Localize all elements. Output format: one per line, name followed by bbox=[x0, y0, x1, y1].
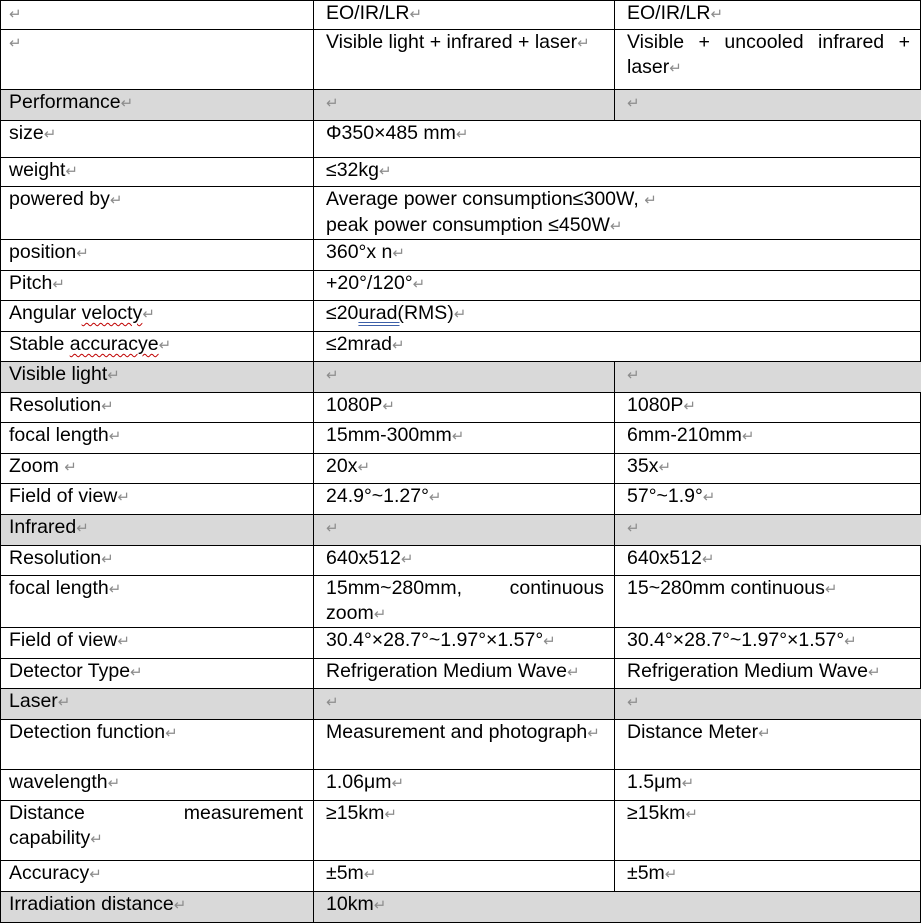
cell-text: 30.4°×28.7°~1.97°×1.57° bbox=[326, 629, 544, 651]
cell-text: Distance measurement capability bbox=[9, 802, 303, 849]
paragraph-mark-icon: ↵ bbox=[107, 775, 121, 792]
cell-text: Stable bbox=[9, 333, 70, 355]
paragraph-mark-icon: ↵ bbox=[701, 551, 715, 568]
section-header-row bbox=[1, 362, 921, 393]
paragraph-mark-icon: ↵ bbox=[76, 520, 89, 537]
value-cell bbox=[314, 1, 615, 30]
cell-text: 6mm-210mm bbox=[627, 424, 742, 446]
cell-text: Laser bbox=[9, 690, 58, 712]
paragraph-mark-icon: ↵ bbox=[101, 551, 114, 568]
value-cell bbox=[314, 892, 921, 923]
paragraph-mark-icon: ↵ bbox=[117, 489, 130, 506]
value-cell bbox=[615, 90, 921, 121]
value-cell bbox=[314, 30, 615, 90]
paragraph-mark-icon: ↵ bbox=[627, 367, 640, 384]
value-cell bbox=[615, 628, 921, 659]
cell-text: powered by bbox=[9, 188, 110, 210]
row-label-cell bbox=[1, 720, 314, 770]
value-cell bbox=[314, 484, 615, 515]
paragraph-mark-icon: ↵ bbox=[455, 126, 469, 143]
value-cell bbox=[314, 423, 615, 454]
row-label-cell bbox=[1, 271, 314, 301]
paragraph-mark-icon: ↵ bbox=[824, 581, 838, 598]
cell-text: Angular bbox=[9, 302, 82, 324]
paragraph-mark-icon: ↵ bbox=[158, 337, 172, 354]
paragraph-mark-icon: ↵ bbox=[741, 428, 755, 445]
section-header-row bbox=[1, 515, 921, 546]
paragraph-mark-icon: ↵ bbox=[844, 633, 857, 650]
value-cell bbox=[615, 362, 921, 393]
paragraph-mark-icon: ↵ bbox=[64, 459, 77, 476]
cell-text: 57°~1.9° bbox=[627, 485, 703, 507]
paragraph-mark-icon: ↵ bbox=[9, 6, 22, 23]
paragraph-mark-icon: ↵ bbox=[758, 725, 771, 742]
table-row bbox=[1, 720, 921, 770]
cell-text: RMS) bbox=[403, 302, 454, 324]
row-label-cell bbox=[1, 158, 314, 187]
paragraph-mark-icon: ↵ bbox=[89, 866, 102, 883]
cell-text: Field of view bbox=[9, 629, 118, 651]
paragraph-mark-icon: ↵ bbox=[685, 806, 698, 823]
paragraph-mark-icon: ↵ bbox=[173, 897, 187, 914]
value-cell bbox=[615, 770, 921, 801]
row-label-cell bbox=[1, 240, 314, 271]
table-row bbox=[1, 861, 921, 892]
cell-text: ≤20 bbox=[326, 302, 359, 324]
cell-text: position bbox=[9, 241, 77, 263]
cell-text: 15mm-300mm bbox=[326, 424, 452, 446]
cell-text: Pitch bbox=[9, 272, 53, 294]
row-label-cell bbox=[1, 576, 314, 628]
paragraph-mark-icon: ↵ bbox=[627, 520, 640, 537]
table-row bbox=[1, 301, 921, 332]
value-cell bbox=[615, 515, 921, 546]
value-cell bbox=[314, 271, 921, 301]
value-cell bbox=[314, 770, 615, 801]
row-label-cell bbox=[1, 454, 314, 484]
paragraph-mark-icon: ↵ bbox=[373, 606, 387, 623]
section-header-row bbox=[1, 90, 921, 121]
paragraph-mark-icon: ↵ bbox=[391, 337, 405, 354]
value-cell bbox=[314, 861, 615, 892]
cell-text: 35x bbox=[627, 455, 659, 477]
cell-text: Average power consumption≤300W, bbox=[326, 188, 645, 210]
row-label-cell bbox=[1, 187, 314, 240]
value-cell bbox=[615, 423, 921, 454]
paragraph-mark-icon: ↵ bbox=[326, 95, 339, 112]
table-row bbox=[1, 576, 921, 628]
paragraph-mark-icon: ↵ bbox=[43, 126, 57, 143]
table-row bbox=[1, 659, 921, 689]
paragraph-mark-icon: ↵ bbox=[543, 633, 556, 650]
spelling-error-mark: velocty bbox=[81, 302, 143, 324]
cell-text: ≥15km bbox=[627, 802, 686, 824]
cell-text: 640x512 bbox=[326, 547, 401, 569]
row-label-cell bbox=[1, 628, 314, 659]
cell-text: ≥15km bbox=[326, 802, 385, 824]
paragraph-mark-icon: ↵ bbox=[453, 306, 467, 323]
value-cell bbox=[314, 240, 921, 271]
row-label-cell bbox=[1, 892, 314, 923]
paragraph-mark-icon: ↵ bbox=[627, 694, 640, 711]
cell-text: Measurement and photograph bbox=[326, 721, 588, 743]
cell-text: Zoom bbox=[9, 455, 65, 477]
value-cell bbox=[615, 30, 921, 90]
paragraph-mark-icon: ↵ bbox=[587, 725, 600, 742]
value-cell bbox=[314, 90, 615, 121]
row-label-cell bbox=[1, 30, 314, 90]
cell-text: +20°/120° bbox=[326, 272, 413, 294]
table-row bbox=[1, 423, 921, 454]
cell-text: 24.9°~1.27° bbox=[326, 485, 429, 507]
paragraph-mark-icon: ↵ bbox=[142, 306, 155, 323]
cell-text: 360°x n bbox=[326, 241, 393, 263]
value-cell bbox=[314, 393, 615, 423]
value-cell bbox=[314, 301, 921, 332]
cell-text: Visible + uncooled infrared + laser bbox=[627, 31, 910, 78]
paragraph-mark-icon: ↵ bbox=[391, 775, 405, 792]
paragraph-mark-icon: ↵ bbox=[120, 95, 134, 112]
table-row bbox=[1, 187, 921, 240]
cell-text: 20x bbox=[326, 455, 358, 477]
value-cell bbox=[314, 576, 615, 628]
cell-text: EO/IR/LR bbox=[326, 2, 410, 24]
cell-text: Visible light bbox=[9, 363, 108, 385]
cell-text: 1.5μm bbox=[627, 771, 682, 793]
row-label-cell bbox=[1, 484, 314, 515]
paragraph-mark-icon: ↵ bbox=[664, 866, 678, 883]
row-label-cell bbox=[1, 770, 314, 801]
paragraph-mark-icon: ↵ bbox=[566, 664, 580, 681]
cell-text: focal length bbox=[9, 424, 109, 446]
paragraph-mark-icon: ↵ bbox=[363, 866, 377, 883]
cell-text: Visible light + infrared + laser bbox=[326, 31, 578, 53]
cell-text: 10km bbox=[326, 893, 374, 915]
cell-text: Refrigeration Medium Wave bbox=[326, 660, 567, 682]
row-label-cell bbox=[1, 332, 314, 362]
table-row bbox=[1, 546, 921, 576]
paragraph-mark-icon: ↵ bbox=[109, 192, 123, 209]
cell-text: Detector Type bbox=[9, 660, 131, 682]
table-row bbox=[1, 121, 921, 158]
table-row bbox=[1, 484, 921, 515]
row-label-cell bbox=[1, 801, 314, 861]
table-row bbox=[1, 271, 921, 301]
cell-text: 1080P bbox=[326, 394, 383, 416]
paragraph-mark-icon: ↵ bbox=[577, 35, 590, 52]
value-cell bbox=[615, 659, 921, 689]
value-cell bbox=[314, 362, 615, 393]
paragraph-mark-icon: ↵ bbox=[702, 489, 716, 506]
paragraph-mark-icon: ↵ bbox=[382, 398, 395, 415]
value-cell bbox=[615, 801, 921, 861]
cell-text: 1.06μm bbox=[326, 771, 392, 793]
paragraph-mark-icon: ↵ bbox=[108, 428, 122, 445]
paragraph-mark-icon: ↵ bbox=[9, 35, 22, 52]
paragraph-mark-icon: ↵ bbox=[117, 633, 130, 650]
paragraph-mark-icon: ↵ bbox=[644, 192, 657, 209]
cell-text: focal length bbox=[9, 577, 109, 599]
section-header-row bbox=[1, 689, 921, 720]
paragraph-mark-icon: ↵ bbox=[326, 694, 339, 711]
table-row bbox=[1, 158, 921, 187]
cell-text: Resolution bbox=[9, 394, 102, 416]
paragraph-mark-icon: ↵ bbox=[627, 95, 640, 112]
paragraph-mark-icon: ↵ bbox=[392, 245, 405, 262]
table-row bbox=[1, 240, 921, 271]
value-cell bbox=[615, 1, 921, 30]
paragraph-mark-icon: ↵ bbox=[108, 581, 122, 598]
paragraph-mark-icon: ↵ bbox=[400, 551, 414, 568]
cell-text: weight bbox=[9, 159, 66, 181]
paragraph-mark-icon: ↵ bbox=[658, 459, 672, 476]
value-cell bbox=[615, 861, 921, 892]
paragraph-mark-icon: ↵ bbox=[412, 276, 426, 293]
cell-text: 15~280mm continuous bbox=[627, 577, 825, 599]
paragraph-mark-icon: ↵ bbox=[669, 60, 682, 77]
paragraph-mark-icon: ↵ bbox=[65, 163, 78, 180]
row-label-cell bbox=[1, 659, 314, 689]
value-cell bbox=[615, 393, 921, 423]
paragraph-mark-icon: ↵ bbox=[57, 694, 71, 711]
cell-text: Refrigeration Medium Wave bbox=[627, 660, 868, 682]
cell-text: Irradiation distance bbox=[9, 893, 174, 915]
cell-text: Φ350×485 mm bbox=[326, 122, 456, 144]
value-cell bbox=[314, 515, 615, 546]
row-label-cell bbox=[1, 301, 314, 332]
spelling-error-mark: accuracye bbox=[69, 333, 159, 355]
row-label-cell bbox=[1, 393, 314, 423]
row-label-cell bbox=[1, 362, 314, 393]
paragraph-mark-icon: ↵ bbox=[357, 459, 371, 476]
row-label-cell bbox=[1, 90, 314, 121]
table-row bbox=[1, 393, 921, 423]
cell-text: Distance Meter bbox=[627, 721, 759, 743]
cell-text: ±5m bbox=[627, 862, 665, 884]
paragraph-mark-icon: ↵ bbox=[428, 489, 442, 506]
cell-text: 1080P bbox=[627, 394, 684, 416]
paragraph-mark-icon: ↵ bbox=[165, 725, 178, 742]
paragraph-mark-icon: ↵ bbox=[326, 367, 339, 384]
paragraph-mark-icon: ↵ bbox=[681, 775, 695, 792]
paragraph-mark-icon: ↵ bbox=[867, 664, 881, 681]
row-label-cell bbox=[1, 515, 314, 546]
value-cell bbox=[314, 158, 921, 187]
row-label-cell bbox=[1, 1, 314, 30]
cell-text: ≤2mrad bbox=[326, 333, 392, 355]
paragraph-mark-icon: ↵ bbox=[379, 163, 392, 180]
value-cell bbox=[314, 546, 615, 576]
row-label-cell bbox=[1, 689, 314, 720]
value-cell bbox=[615, 720, 921, 770]
section-header-row bbox=[1, 892, 921, 923]
row-label-cell bbox=[1, 423, 314, 454]
grammar-mark: urad( bbox=[358, 302, 404, 324]
value-cell bbox=[615, 576, 921, 628]
table-row bbox=[1, 30, 921, 90]
row-label-cell bbox=[1, 861, 314, 892]
value-cell bbox=[314, 187, 921, 240]
cell-text: EO/IR/LR bbox=[627, 2, 711, 24]
value-cell bbox=[314, 454, 615, 484]
cell-text: 30.4°×28.7°~1.97°×1.57° bbox=[627, 629, 845, 651]
table-row bbox=[1, 628, 921, 659]
cell-text: 15mm~280mm, continuous zoom bbox=[326, 577, 604, 624]
paragraph-mark-icon: ↵ bbox=[683, 398, 696, 415]
cell-text: peak power consumption ≤450W bbox=[326, 214, 610, 236]
cell-text: wavelength bbox=[9, 771, 108, 793]
paragraph-mark-icon: ↵ bbox=[90, 831, 103, 848]
paragraph-mark-icon: ↵ bbox=[101, 398, 114, 415]
cell-text: Infrared bbox=[9, 516, 77, 538]
value-cell bbox=[314, 659, 615, 689]
paragraph-mark-icon: ↵ bbox=[373, 897, 387, 914]
table-row bbox=[1, 332, 921, 362]
value-cell bbox=[314, 720, 615, 770]
value-cell bbox=[314, 332, 921, 362]
table-row bbox=[1, 801, 921, 861]
value-cell bbox=[615, 689, 921, 720]
value-cell bbox=[615, 484, 921, 515]
cell-text: 640x512 bbox=[627, 547, 702, 569]
value-cell bbox=[314, 121, 921, 158]
paragraph-mark-icon: ↵ bbox=[76, 245, 89, 262]
paragraph-mark-icon: ↵ bbox=[710, 6, 724, 23]
value-cell bbox=[615, 546, 921, 576]
cell-text: ≤32kg bbox=[326, 159, 379, 181]
row-label-cell bbox=[1, 121, 314, 158]
paragraph-mark-icon: ↵ bbox=[384, 806, 397, 823]
paragraph-mark-icon: ↵ bbox=[451, 428, 465, 445]
paragraph-mark-icon: ↵ bbox=[107, 367, 120, 384]
cell-text: Field of view bbox=[9, 485, 118, 507]
paragraph-mark-icon: ↵ bbox=[52, 276, 65, 293]
value-cell bbox=[314, 801, 615, 861]
value-cell bbox=[314, 689, 615, 720]
table-row bbox=[1, 454, 921, 484]
paragraph-mark-icon: ↵ bbox=[409, 6, 423, 23]
value-cell bbox=[314, 628, 615, 659]
cell-text: Detection function bbox=[9, 721, 166, 743]
cell-text: size bbox=[9, 122, 44, 144]
paragraph-mark-icon: ↵ bbox=[609, 218, 623, 235]
paragraph-mark-icon: ↵ bbox=[130, 664, 143, 681]
cell-text: ±5m bbox=[326, 862, 364, 884]
value-cell bbox=[615, 454, 921, 484]
cell-text: Performance bbox=[9, 91, 121, 113]
cell-text: Resolution bbox=[9, 547, 102, 569]
row-label-cell bbox=[1, 546, 314, 576]
paragraph-mark-icon: ↵ bbox=[326, 520, 339, 537]
table-row bbox=[1, 770, 921, 801]
table-row bbox=[1, 1, 921, 30]
cell-text: Accuracy bbox=[9, 862, 90, 884]
